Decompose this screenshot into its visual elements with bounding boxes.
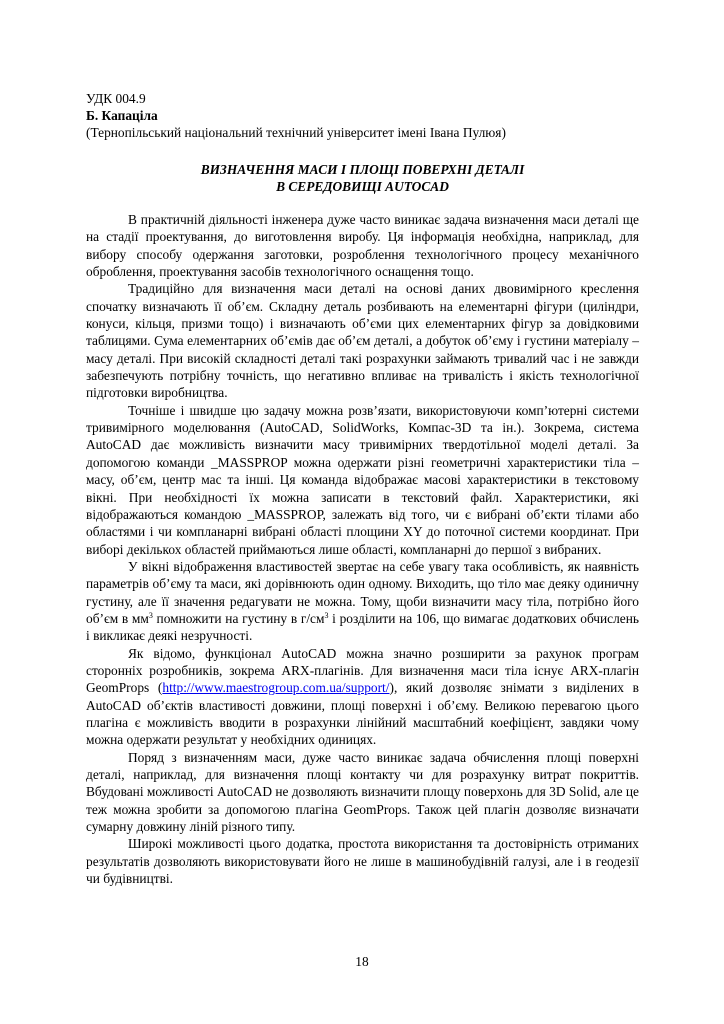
page-content: [86, 90, 639, 887]
paragraph-3: Точніше і швидше цю задачу можна розв’язати, використовуючи комп’ютерні системи тривимірного моделювання (AutoCAD, SolidWorks, Компас-3D та ін.). Зокрема, система AutoCAD дає можливість визначити масу тривимірних твердотільної моделі деталі. За допомогою команди _MASSPROP можна одержати різні геометричні характеристики тіла – масу, об’єм, центр мас та інші. Ця команда відображає масові характеристики в текстовому вікні. При необхідності їх можна записати в текстовий файл. Характеристики, які відображаються командою _MASSPROP, залежать від того, чи є вибрані об’єкти тілами або областями і чи компланарні вибрані області площини XY до поточної системи координат. При виборі декількох областей приймаються лише області, компланарні до першої з вибраних.: [86, 402, 639, 557]
paragraph-1: В практичній діяльності інженера дуже часто виникає задача визначення маси деталі ще на стадії проектування, до виготовлення виробу. Ця інформація необхідна, наприклад, для вибору способу одержання заготовки, розроблення технологічного процесу механічного оброблення, проектування засобів технологічного оснащення тощо.: [86, 212, 639, 280]
paragraph-5: [86, 645, 639, 749]
title-line-2: В СЕРЕДОВИЩІ AUTOCAD: [276, 179, 449, 194]
paragraph-2: Традиційно для визначення маси деталі на основі даних двовимірного креслення спочатку визначають її об’єм. Складну деталь розбивають на елементарні фігури (циліндри, конуси, кільця, призми тощо) і визначають об’єми цих елементарних фігур за довідковими таблицями. Сума елементарних об’ємів дає об’єм деталі, а добуток об’єму і густини матеріалу – масу деталі. При високій складності деталі такі розрахунки займають тривалий час і не завжди забезпечують потрібну точність, що негативно впливає на тривалість і якість технологічної підготовки виробництва.: [86, 281, 639, 401]
paragraph-4-part-b: помножити на густину в г/см: [152, 610, 325, 626]
paragraph-7: Широкі можливості цього додатка, простота використання та достовірність отриманих результатів дозволяють використовувати його не лише в машинобудівній галузі, але і в геодезії чи будівництві.: [86, 836, 639, 887]
title-line-1: ВИЗНАЧЕННЯ МАСИ І ПЛОЩІ ПОВЕРХНІ ДЕТАЛІ: [200, 162, 525, 177]
paragraph-4-part-a: У вікні відображення властивостей звертає на себе увагу така особливість, як наявність параметрів об’єму та маси, які дорівнюють один одному. Виходить, що тіло має деяку одиничну густину, але її значення редагувати не можна. Тому, щоби визначити масу тіла, потрібно його об’єм в мм: [86, 558, 639, 626]
superscript-cubic-2: 3: [324, 610, 329, 620]
geomprops-link[interactable]: http://www.maestrogroup.com.ua/support/: [162, 680, 390, 696]
udk-code: УДК 004.9: [86, 91, 146, 106]
paper-title: [86, 161, 639, 195]
paragraph-5-part-a: Як відомо, функціонал AutoCAD можна значно розширити за рахунок програм сторонніх розробників, зокрема ARX-плагінів. Для визначення маси тіла існує ARX-плагін GeomProps (: [86, 645, 639, 696]
page-number: 18: [355, 954, 369, 969]
paragraph-4-part-c: і розділити на 106, що вимагає додаткових обчислень і викликає деякі незручності.: [86, 610, 639, 644]
paragraph-6: Поряд з визначенням маси, дуже часто виникає задача обчислення площі поверхні деталі, наприклад, для визначення площі контакту чи для розрахунку витрат покриттів. Вбудовані можливості AutoCAD не дозволяють визначити площу поверхонь для 3D Solid, але це теж можна зробити за допомогою плагіна GeomProps. Також цей плагін дозволяє визначати сумарну довжину ліній різного типу.: [86, 749, 639, 835]
paragraph-5-part-b: ), який дозволяє знімати з виділених в AutoCAD об’єктів властивості довжини, площі поверхні і об’єму. Великою перевагою цього плагіна є можливість вводити в розрахунки лінійний масштабний коефіцієнт, завдяки чому можна одержати результат у необхідних одиницях.: [86, 680, 639, 748]
author-affiliation: (Тернопільський національний технічний університет імені Івана Пулюя): [86, 125, 506, 140]
author-name: Б. Капаціла: [86, 108, 158, 123]
paragraph-4: [86, 558, 639, 645]
superscript-cubic-1: 3: [148, 610, 153, 620]
